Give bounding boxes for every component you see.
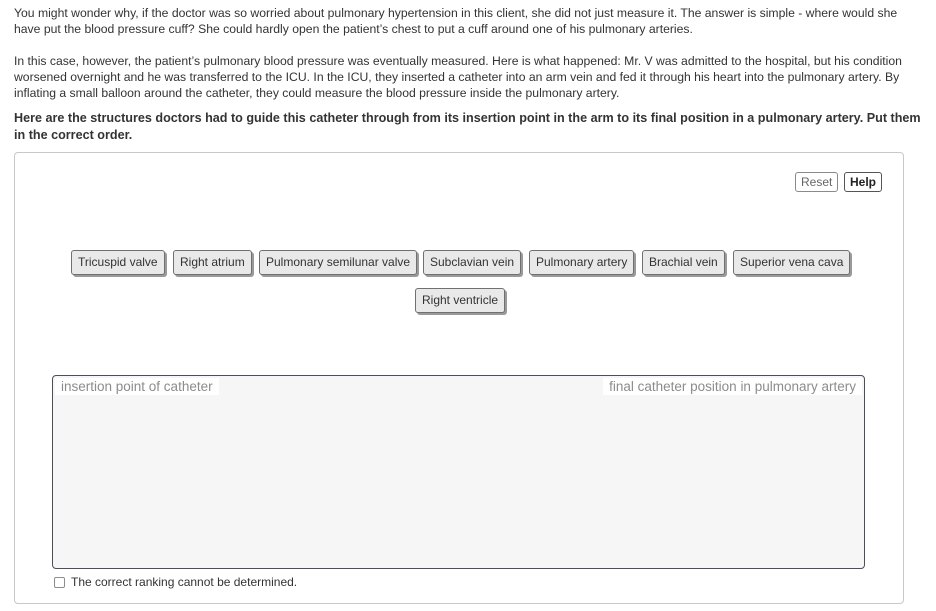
item-subclavian-vein[interactable]: Subclavian vein — [423, 250, 521, 275]
ranking-panel — [14, 152, 904, 604]
item-tricuspid-valve[interactable]: Tricuspid valve — [71, 250, 165, 275]
item-pulmonary-semilunar-valve[interactable]: Pulmonary semilunar valve — [259, 250, 417, 275]
intro-paragraph-1: You might wonder why, if the doctor was so worried about pulmonary hypertension in this client, she did not just measure it. The answer is simple - where would she have put the blood pressure cuff? She could hardly open the patient’s chest to put a cuff around one of his pulmonary arteries. — [14, 6, 898, 36]
item-brachial-vein[interactable]: Brachial vein — [642, 250, 725, 275]
item-right-ventricle[interactable]: Right ventricle — [415, 288, 505, 313]
reset-button[interactable]: Reset — [795, 172, 838, 192]
insertion-point-label: insertion point of catheter — [55, 378, 219, 395]
cannot-determine-label: The correct ranking cannot be determined. — [71, 575, 298, 589]
item-right-atrium[interactable]: Right atrium — [173, 250, 252, 275]
item-pulmonary-artery[interactable]: Pulmonary artery — [529, 250, 634, 275]
cannot-determine-option[interactable] — [54, 575, 297, 589]
question-prompt: Here are the structures doctors had to guide this catheter through from its insertion point in the arm to its final position in a pulmonary artery. Put them in the correct order. — [14, 111, 921, 142]
help-button[interactable]: Help — [844, 172, 882, 192]
cannot-determine-checkbox[interactable] — [54, 577, 65, 588]
item-superior-vena-cava[interactable]: Superior vena cava — [733, 250, 850, 275]
ranking-drop-area[interactable] — [52, 375, 865, 569]
intro-paragraph-2: In this case, however, the patient’s pulmonary blood pressure was eventually measured. Here is what happened: Mr. V was admitted to the hospital, but his condition worsened overnight and he was transferred to the ICU. In the ICU, they inserted a catheter into an arm vein and fed it through his heart into the pulmonary artery. By inflating a small balloon around the catheter, they could measure the blood pressure inside the pulmonary artery. — [14, 54, 902, 100]
final-position-label: final catheter position in pulmonary artery — [603, 378, 862, 395]
